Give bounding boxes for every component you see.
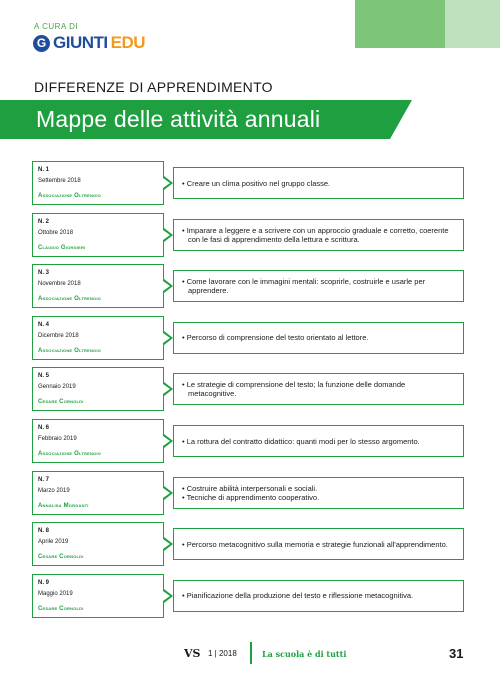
giunti-edu-logo [33, 33, 145, 53]
arrow-inner-shape [163, 281, 170, 291]
entry-author: Cesare Cornoldi [38, 399, 84, 406]
entry-description-box [173, 528, 464, 560]
description-bullet: • Percorso metacognitivo sulla memoria e strategie funzionali all'apprendimento. [182, 539, 448, 549]
entry-author: Cesare Cornoldi [38, 554, 84, 561]
arrow-inner-shape [163, 230, 170, 240]
entry-info-box [32, 316, 164, 360]
activity-entry [32, 367, 464, 411]
entry-author: Annalisa Morganti [38, 502, 89, 509]
entry-author: Associazione Oltrenoio [38, 347, 101, 354]
magazine-tagline: La scuola è di tutti [262, 649, 347, 659]
entry-info-box [32, 419, 164, 463]
arrow-inner-shape [163, 333, 170, 343]
entry-info-box [32, 522, 164, 566]
entry-info-box [32, 264, 164, 308]
entry-date: Febbraio 2019 [38, 436, 77, 442]
entry-author: Associazione Oltrenoio [38, 193, 101, 199]
entry-author: Associazione Oltrenoio [38, 451, 101, 457]
entry-number: N. 2 [38, 218, 50, 225]
entry-description-box [173, 425, 464, 457]
page-number: 31 [449, 646, 464, 661]
entry-description-box [173, 477, 464, 509]
header-accent-pale [445, 0, 500, 48]
arrow-inner-shape [163, 539, 170, 549]
entry-author: Cesare Cornoldi [38, 605, 84, 612]
entry-author: Associazione Oltrenoio [38, 296, 101, 303]
magazine-logo: VS [184, 647, 201, 660]
entry-number: N. 7 [38, 476, 50, 483]
activity-entry [32, 213, 464, 257]
activity-entry [32, 316, 464, 360]
description-bullet: • Percorso di comprensione del testo orientato al lettore. [182, 333, 369, 343]
entry-date: Maggio 2019 [38, 590, 73, 597]
giunti-g-icon: G [33, 35, 50, 52]
entry-number: N. 5 [38, 373, 50, 380]
entry-info-box [32, 471, 164, 515]
entry-date: Ottobre 2018 [38, 229, 74, 236]
a-cura-label: A CURA DI [34, 22, 79, 31]
arrow-inner-shape [163, 384, 170, 394]
logo-edu-text: EDU [110, 33, 146, 52]
entry-date: Dicembre 2018 [38, 332, 79, 339]
entry-date: Novembre 2018 [38, 281, 81, 288]
arrow-inner-shape [163, 436, 170, 446]
section-title: DIFFERENZE DI APPRENDIMENTO [34, 79, 273, 95]
activity-entry [32, 161, 464, 205]
entry-info-box [32, 367, 164, 411]
arrow-inner-shape [163, 591, 170, 601]
entry-info-box [32, 213, 164, 257]
entry-date: Settembre 2018 [38, 178, 81, 184]
entry-date: Gennaio 2019 [38, 384, 76, 391]
entry-author: Claudio Giorgieri [38, 244, 86, 251]
entry-date: Marzo 2019 [38, 487, 70, 494]
entry-description-box [173, 219, 464, 251]
entry-date: Aprile 2019 [38, 539, 69, 546]
entry-number: N. 6 [38, 425, 50, 431]
entry-number: N. 1 [38, 167, 50, 173]
activity-entry [32, 264, 464, 308]
entry-number: N. 4 [38, 321, 50, 328]
activity-entry [32, 574, 464, 618]
arrow-inner-shape [163, 488, 170, 498]
entry-description-box [173, 270, 464, 302]
entry-description-box [173, 322, 464, 354]
description-bullet: • Come lavorare con le immagini mentali: scoprirle, costruirle e usarle per apprendere. [182, 277, 426, 296]
activity-entry [32, 471, 464, 515]
description-bullet: • Le strategie di comprensione del testo; la funzione delle domande metacognitive. [182, 380, 406, 399]
entry-number: N. 9 [38, 579, 50, 586]
description-bullet: • Imparare a leggere e a scrivere con un approccio graduale e corretto, coerente con le fasi di apprendimento della lettura e scrittura. [182, 225, 449, 244]
issue-number: 1 | 2018 [208, 649, 237, 658]
description-bullet: • Tecniche di apprendimento cooperativo. [182, 492, 320, 502]
activity-entry [32, 419, 464, 463]
description-bullet: • La rottura del contratto didattico: quanti modi per lo stesso argomento. [182, 436, 420, 446]
entry-description-box [173, 373, 464, 405]
description-bullet: • Creare un clima positivo nel gruppo classe. [182, 178, 331, 188]
header-accent-green [355, 0, 445, 48]
entry-number: N. 3 [38, 270, 50, 277]
activity-entry [32, 522, 464, 566]
entry-description-box [173, 167, 464, 199]
description-bullet: • Costruire abilità interpersonali e sociali. [182, 483, 318, 493]
entry-info-box [32, 574, 164, 618]
page-title: Mappe delle attività annuali [36, 106, 321, 132]
entry-info-box [32, 161, 164, 205]
logo-giunti-text: GIUNTI [53, 33, 108, 52]
footer-divider [250, 642, 252, 664]
description-bullet: • Pianificazione della produzione del testo e riflessione metacognitiva. [182, 591, 414, 601]
entry-description-box [173, 580, 464, 612]
arrow-inner-shape [163, 178, 170, 188]
entry-number: N. 8 [38, 528, 50, 535]
